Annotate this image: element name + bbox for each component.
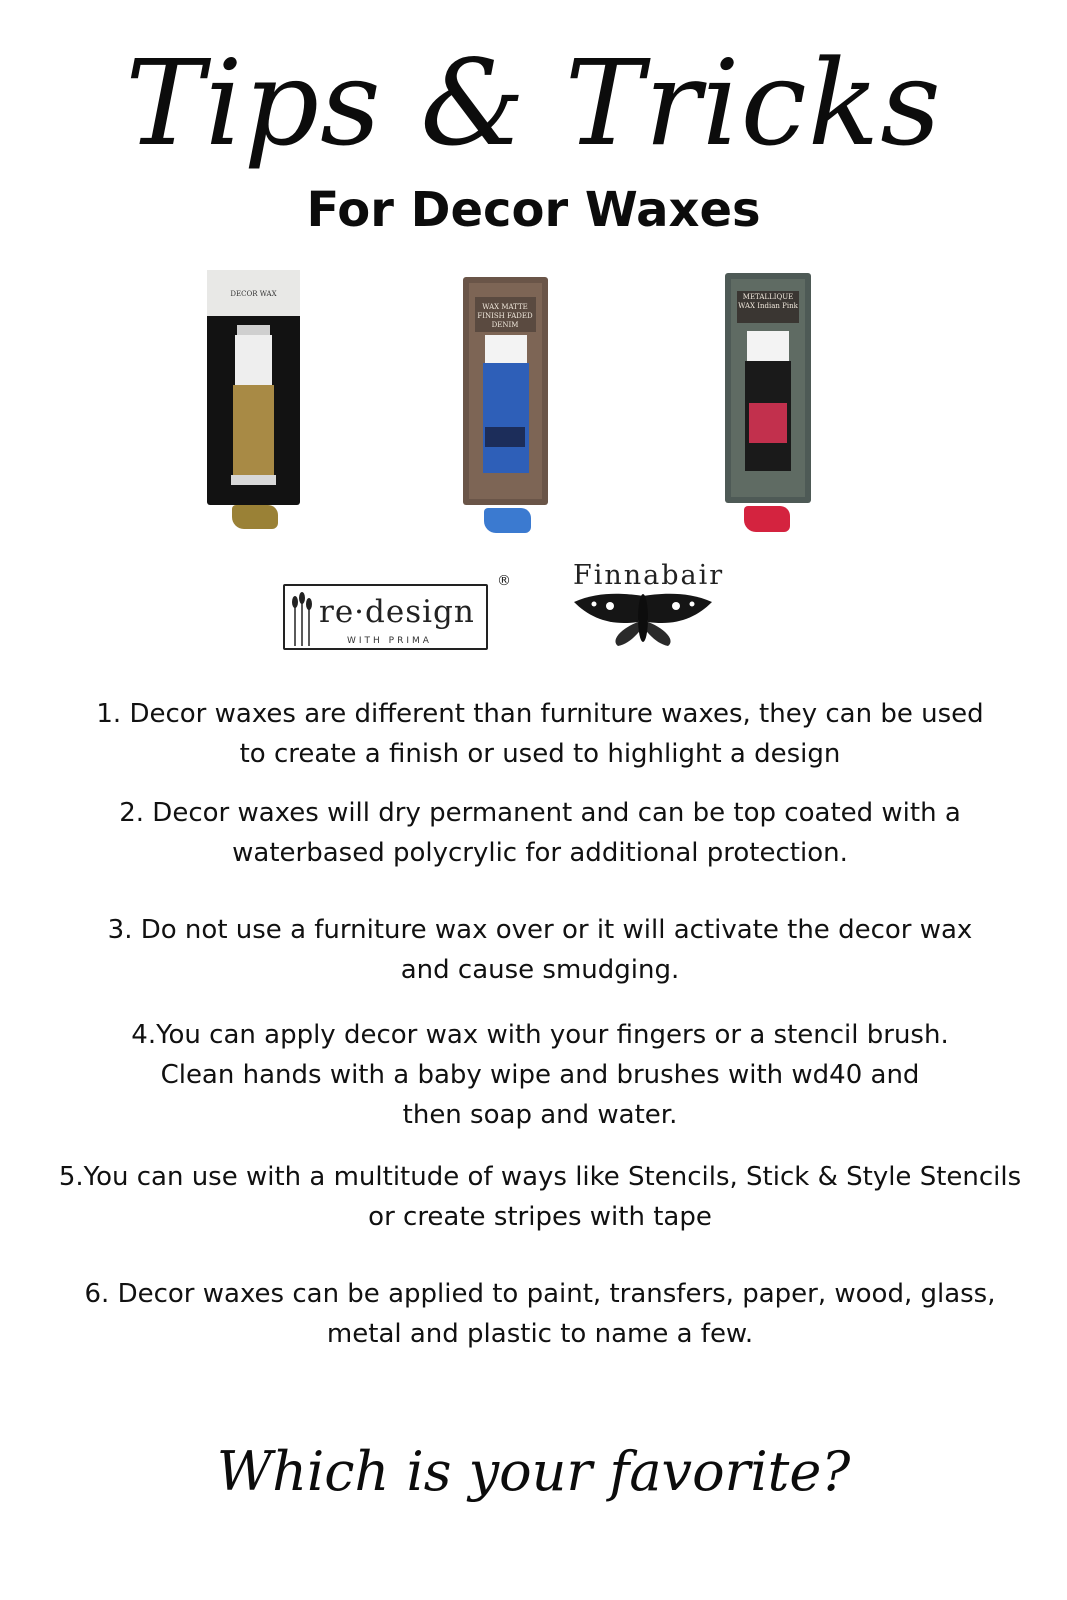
product-label: DECOR WAX <box>230 290 277 298</box>
tip-line: Clean hands with a baby wipe and brushes with wd40 and <box>160 1060 920 1090</box>
tip-line: metal and plastic to name a few. <box>326 1319 754 1349</box>
tip-line: 2. Decor waxes will dry permanent and can be top coated with a <box>119 798 961 828</box>
tip-6 <box>40 1274 1040 1354</box>
tip-line: to create a finish or used to highlight a design <box>239 739 841 769</box>
tip-line: 6. Decor waxes can be applied to paint, transfers, paper, wood, glass, <box>84 1279 996 1309</box>
closing-question: Which is your favorite? <box>216 1440 851 1503</box>
product-faded-denim-wax <box>463 277 548 505</box>
tip-line: and cause smudging. <box>400 955 680 985</box>
tip-line: 4.You can apply decor wax with your fingers or a stencil brush. <box>131 1020 949 1050</box>
tip-line: waterbased polycrylic for additional protection. <box>232 838 848 868</box>
product-package-image <box>207 270 300 505</box>
finnabair-wordmark: Finnabair <box>573 560 725 591</box>
lavender-icon <box>287 588 317 648</box>
tip-line: 3. Do not use a furniture wax over or it will activate the decor wax <box>107 915 973 945</box>
redesign-logo <box>283 584 488 650</box>
redesign-tagline: WITH PRIMA <box>347 636 432 646</box>
tip-3 <box>40 910 1040 990</box>
tip-line: or create stripes with tape <box>368 1202 712 1232</box>
color-swatch-blue <box>484 508 531 533</box>
product-label: METALLIQUE WAX Indian Pink <box>738 293 798 310</box>
tip-1 <box>40 694 1040 774</box>
page-subtitle: For Decor Waxes <box>306 182 761 238</box>
color-swatch-gold <box>232 505 278 529</box>
tip-line: 5.You can use with a multitude of ways like Stencils, Stick & Style Stencils <box>58 1162 1022 1192</box>
tip-2 <box>40 793 1040 873</box>
product-decor-wax-gold <box>207 270 300 505</box>
product-label: WAX MATTE FINISH FADED DENIM <box>477 303 533 329</box>
tip-line: then soap and water. <box>402 1100 678 1130</box>
redesign-name: re·design <box>319 594 475 630</box>
tip-5 <box>40 1157 1040 1237</box>
tip-line: 1. Decor waxes are different than furniture waxes, they can be used <box>96 699 984 729</box>
product-indian-pink-wax <box>725 273 811 503</box>
color-swatch-pink <box>744 506 790 532</box>
tip-4 <box>40 1015 1040 1135</box>
registered-mark: ® <box>497 573 511 589</box>
page-title: Tips & Tricks <box>125 34 942 172</box>
moth-icon <box>570 588 716 650</box>
